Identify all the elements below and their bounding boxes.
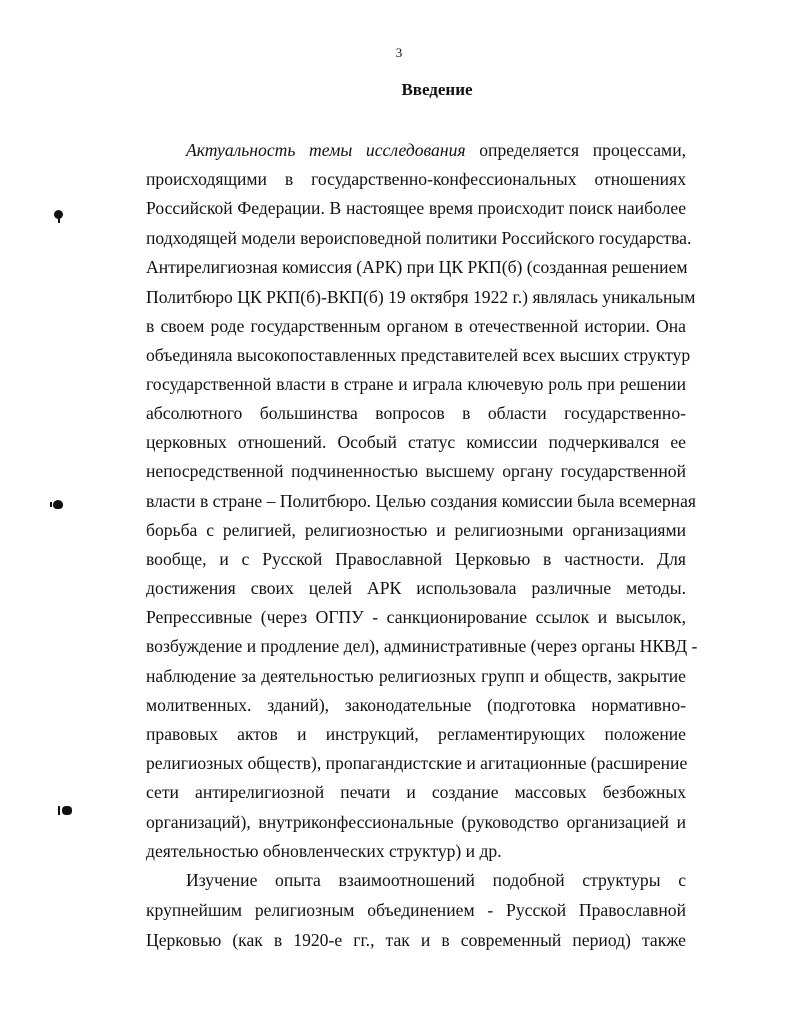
scan-mark (53, 500, 63, 509)
page-title: Введение (401, 80, 473, 99)
text-line: молитвенных. зданий), законодательные (подготовка нормативно- (146, 695, 686, 715)
text-line: деятельностью обновленческих структур) и др. (146, 841, 502, 861)
text-line: Церковью (как в 1920-е гг., так и в современный период) также (146, 930, 686, 950)
text-line: правовых актов и инструкций, регламентирующих положение (146, 724, 686, 744)
text-line: сети антирелигиозной печати и создание массовых безбожных (146, 782, 686, 802)
text-line: церковных отношений. Особый статус комиссии подчеркивался ее (146, 432, 686, 452)
text-line: Антирелигиозная комиссия (АРК) при ЦК РКП(б) (созданная решением (146, 257, 688, 277)
text-line: достижения своих целей АРК использовала различные методы. (146, 578, 686, 598)
text-line: государственной власти в стране и играла ключевую роль при решении (146, 374, 686, 394)
text-line: борьба с религией, религиозностью и религиозными организациями (146, 520, 686, 540)
text-line: абсолютного большинства вопросов в области государственно- (146, 403, 686, 423)
text-line: Изучение опыта взаимоотношений подобной структуры с (186, 870, 686, 890)
text-line: в своем роде государственным органом в отечественной истории. Она (146, 316, 686, 336)
text-line (186, 136, 686, 165)
text-line: происходящими в государственно-конфессиональных отношениях (146, 169, 686, 189)
text-line: непосредственной подчиненностью высшему органу государственной (146, 461, 686, 481)
text-line: вообще, и с Русской Православной Церковью в частности. Для (146, 549, 686, 569)
text-line: Политбюро ЦК РКП(б)-ВКП(б) 19 октября 1922 г.) являлась уникальным (146, 287, 696, 307)
text-line: Репрессивные (через ОГПУ - санкционирование ссылок и высылок, (146, 607, 686, 627)
scan-mark (54, 210, 63, 219)
text-line: организаций), внутриконфессиональные (руководство организацией и (146, 812, 686, 832)
text-line: религиозных обществ), пропагандистские и агитационные (расширение (146, 753, 688, 773)
text-line: объединяла высокопоставленных представителей всех высших структур (146, 345, 691, 365)
text-line: наблюдение за деятельностью религиозных групп и обществ, закрытие (146, 666, 686, 686)
emphasis-text: Актуальность темы исследования (186, 140, 466, 160)
text-line: крупнейшим религиозным объединением - Русской Православной (146, 900, 686, 920)
text-segment: определяется процессами, (465, 140, 687, 160)
text-line: подходящей модели вероисповедной политики Российского государства. (146, 228, 692, 248)
scan-mark (62, 806, 72, 815)
text-line: Российской Федерации. В настоящее время происходит поиск наиболее (146, 198, 686, 218)
page-number: 3 (395, 45, 403, 60)
text-line: власти в стране – Политбюро. Целью создания комиссии была всемерная (146, 491, 697, 511)
text-line: возбуждение и продление дел), административные (через органы НКВД - (146, 636, 698, 656)
